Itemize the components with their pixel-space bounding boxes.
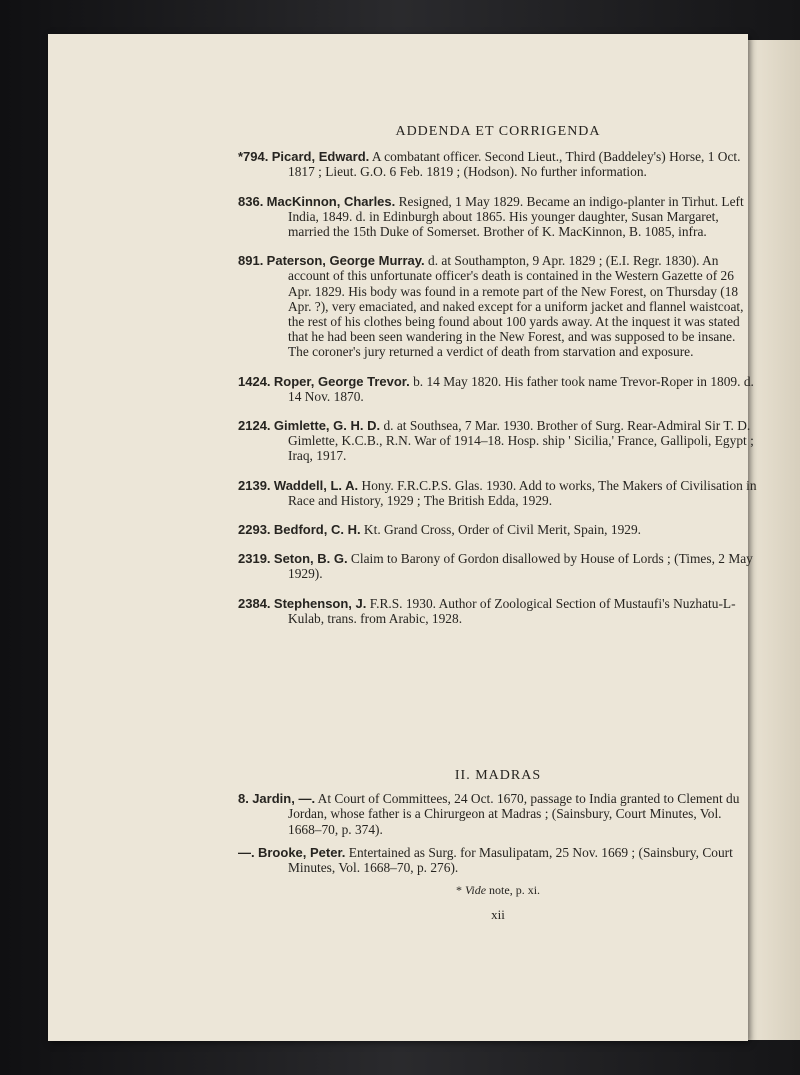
- entry: [238, 374, 758, 404]
- section-title: II. MADRAS: [454, 768, 542, 784]
- entry-name: Gimlette, G. H. D.: [273, 418, 381, 434]
- entry: [238, 596, 758, 626]
- footnote: [238, 883, 758, 898]
- entry-text: F.R.S. 1930. Author of Zoological Section of Mustaufi's Nuzhatu-L-Kulab, trans. from Arabic, 1928.: [288, 595, 736, 626]
- entry-name: Roper, George Trevor.: [273, 373, 410, 389]
- entry: [238, 845, 758, 875]
- page-header: ADDENDA ET CORRIGENDA: [395, 124, 601, 139]
- entry: [238, 418, 758, 464]
- entry: [238, 253, 758, 359]
- entry-name: Seton, B. G.: [273, 551, 348, 567]
- entry-number: 2319.: [238, 551, 271, 567]
- book-page: [48, 34, 757, 1041]
- entry-text: b. 14 May 1820. His father took name Trevor-Roper in 1809. d. 14 Nov. 1870.: [288, 373, 754, 404]
- page-number: xii: [491, 906, 505, 922]
- entry-number: 2384.: [238, 595, 271, 611]
- entry: [238, 551, 758, 581]
- entry-name: Paterson, George Murray.: [266, 253, 425, 269]
- entry-number: 2139.: [238, 477, 271, 493]
- entry-text: Entertained as Surg. for Masulipatam, 25 Nov. 1669 ; (Sainsbury, Court Minutes, Vol. 1668–70, p. 276).: [288, 844, 733, 876]
- entry-number: 836.: [238, 193, 264, 209]
- entry-name: MacKinnon, Charles.: [266, 193, 396, 209]
- entry-name: Bedford, C. H.: [273, 522, 361, 538]
- page-content: [238, 124, 758, 922]
- entry: [238, 149, 758, 179]
- entry-number: —.: [238, 844, 255, 860]
- entry-text: A combatant officer. Second Lieut., Third (Baddeley's) Horse, 1 Oct. 1817 ; Lieut. G.O. 6 Feb. 1819 ; (Hodson). No further information.: [288, 149, 741, 180]
- entry-text: Claim to Barony of Gordon disallowed by House of Lords ; (Times, 2 May 1929).: [288, 551, 753, 582]
- entry: [238, 522, 758, 537]
- footnote-vide: Vide: [464, 883, 487, 898]
- entry-text: d. at Southsea, 7 Mar. 1930. Brother of Surg. Rear-Admiral Sir T. D. Gimlette, K.C.B., R.N. War of 1914–18. Hosp. ship ' Sicilia,' France, Gallipoli, Egypt ; Iraq, 1917.: [288, 418, 754, 464]
- entry: [238, 194, 758, 240]
- entry-number: 891.: [238, 253, 264, 269]
- entry-text: At Court of Committees, 24 Oct. 1670, passage to India granted to Clement du Jordan, whose father is a Chirurgeon at Madras ; (Sainsbury, Court Minutes, Vol. 1668–70, p. 374).: [288, 791, 740, 837]
- entry-text: Kt. Grand Cross, Order of Civil Merit, Spain, 1929.: [360, 522, 642, 538]
- entry: [238, 478, 758, 508]
- entry-name: Picard, Edward.: [271, 149, 370, 165]
- entry-number: *794.: [238, 149, 269, 165]
- entry-number: 1424.: [238, 373, 271, 389]
- footnote-mark: *: [455, 883, 465, 898]
- entry-name: Waddell, L. A.: [273, 477, 359, 493]
- entry-name: Brooke, Peter.: [257, 844, 346, 860]
- entry: [238, 791, 758, 837]
- entry-number: 2293.: [238, 522, 271, 538]
- footnote-text: note, p. xi.: [486, 883, 541, 898]
- entry-number: 2124.: [238, 418, 271, 434]
- entry-number: 8.: [238, 791, 249, 807]
- entry-text: Hony. F.R.C.P.S. Glas. 1930. Add to works, The Makers of Civilisation in Race and History, 1929 ; The British Edda, 1929.: [288, 477, 757, 508]
- entry-text: Resigned, 1 May 1829. Became an indigo-planter in Tirhut. Left India, 1849. d. in Edinburgh about 1865. His younger daughter, Susan Margaret, married the 15th Duke of Somerset. Brother of K. MacKinnon, B. 1085, infra.: [288, 193, 744, 240]
- addenda-list: [238, 149, 758, 626]
- entry-text: d. at Southampton, 9 Apr. 1829 ; (E.I. Regr. 1830). An account of this unfortunate officer's death is contained in the Western Gazette of 26 Apr. 1829. His body was found in a remote part of the New Forest, on Thursday (18 Apr. ?), very emaciated, and naked except for a uniform jacket and flannel waistcoat, the rest of his clothes being found about 100 yards away. At the inquest it was stated that he had been seen wandering in the New Forest, and was supposed to be insane. The coroner's jury returned a verdict of death from starvation and exposure.: [288, 253, 744, 360]
- entry-name: Stephenson, J.: [273, 595, 367, 611]
- entry-name: Jardin, —.: [252, 791, 316, 807]
- madras-section: [238, 768, 758, 875]
